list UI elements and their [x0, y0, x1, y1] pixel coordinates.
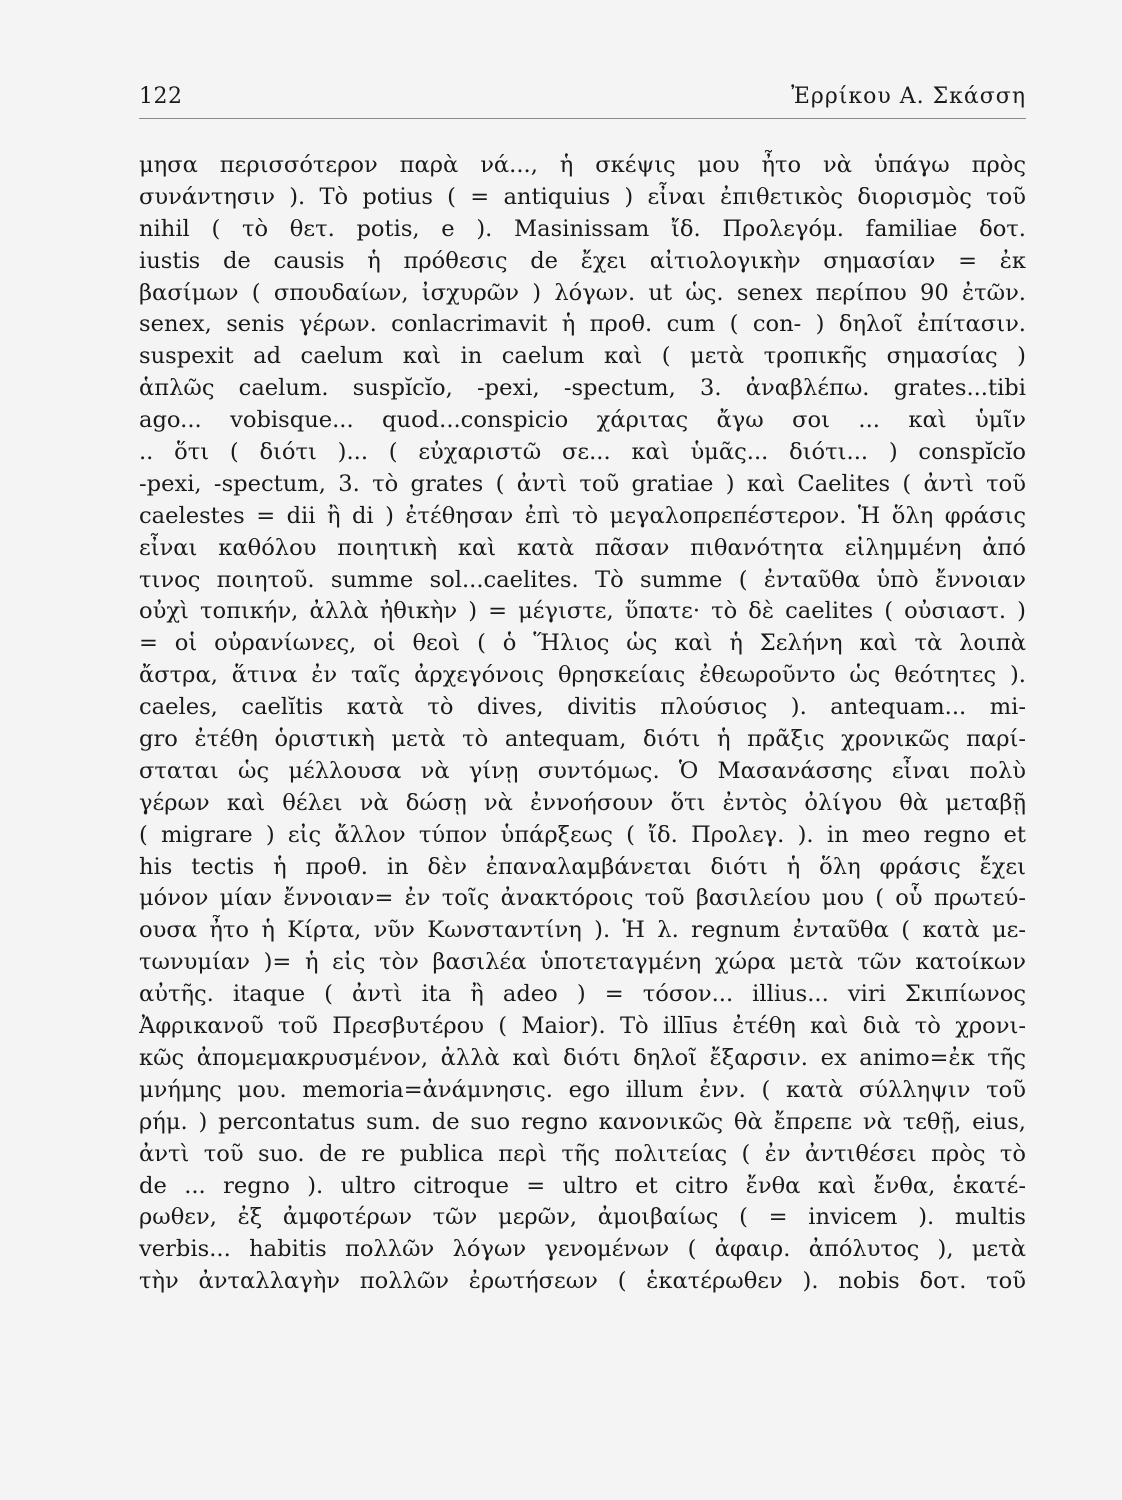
text-line: ( migrare ) εἰς ἄλλον τύπον ὑπάρξεως ( ἴδ. Προλεγ. ). in meo regno et	[139, 821, 1026, 848]
text-line: βασίμων ( σπουδαίων, ἰσχυρῶν ) λόγων. ut ὡς. senex περίπου 90 ἐτῶν.	[139, 279, 1026, 306]
text-line: Ἀφρικανοῦ τοῦ Πρεσβυτέρου ( Maior). Τὸ illīus ἐτέθη καὶ διὰ τὸ χρονι-	[139, 1013, 1026, 1040]
text-line: σταται ὡς μέλλουσα νὰ γίνῃ συντόμως. Ὁ Μασανάσσης εἶναι πολὺ	[139, 757, 1026, 784]
text-line: suspexit ad caelum καὶ in caelum καὶ ( μετὰ τροπικῆς σημασίας )	[139, 343, 1026, 370]
text-line: γέρων καὶ θέλει νὰ δώσῃ νὰ ἐννοήσουν ὅτι ἐντὸς ὀλίγου θὰ μεταβῇ	[139, 789, 1026, 816]
text-line: caeles, caelĭtis κατὰ τὸ dives, divitis πλούσιος ). antequam... mi-	[139, 694, 1026, 721]
text-line: ἀντὶ τοῦ suo. de re publica περὶ τῆς πολιτείας ( ἐν ἀντιθέσει πρὸς τὸ	[139, 1140, 1026, 1167]
text-line: his tectis ἡ προθ. in δὲν ἐπαναλαμβάνεται διότι ἡ ὅλη φράσις ἔχει	[139, 853, 1026, 880]
text-line: -pexi, -spectum, 3. τὸ grates ( ἀντὶ τοῦ gratiae ) καὶ Caelites ( ἀντὶ τοῦ	[139, 470, 1026, 497]
text-line: gro ἐτέθη ὁριστικὴ μετὰ τὸ antequam, διότι ἡ πρᾶξις χρονικῶς παρί-	[139, 726, 1026, 753]
text-line: ago... vobisque... quod...conspicio χάριτας ἄγω σοι ... καὶ ὑμῖν	[139, 407, 1026, 434]
text-line: caelestes = dii ἢ di ) ἐτέθησαν ἐπὶ τὸ μεγαλοπρεπέστερον. Ἡ ὅλη φράσις	[139, 502, 1026, 529]
text-line: nihil ( τὸ θετ. potis, e ). Masinissam ἴδ. Προλεγόμ. familiae δοτ.	[139, 215, 1026, 242]
text-line: senex, senis γέρων. conlacrimavit ἡ προθ. cum ( con- ) δηλοῖ ἐπίτασιν.	[139, 311, 1026, 338]
text-line: τινος ποιητοῦ. summe sol...caelites. Τὸ summe ( ἐνταῦθα ὑπὸ ἔννοιαν	[139, 566, 1026, 593]
text-line: μόνον μίαν ἔννοιαν= ἐν τοῖς ἀνακτόροις τοῦ βασιλείου μου ( οὗ πρωτεύ-	[139, 885, 1026, 912]
text-line: μνήμης μου. memoria=ἀνάμνησις. ego illum ἐνν. ( κατὰ σύλληψιν τοῦ	[139, 1076, 1026, 1103]
text-line: κῶς ἀπομεμακρυσμένον, ἀλλὰ καὶ διότι δηλοῖ ἔξαρσιν. ex animo=ἐκ τῆς	[139, 1044, 1026, 1071]
text-line: = οἱ οὐρανίωνες, οἱ θεοὶ ( ὁ Ἥλιος ὡς καὶ ἡ Σελήνη καὶ τὰ λοιπὰ	[139, 630, 1026, 657]
text-line: ρήμ. ) percontatus sum. de suo regno κανονικῶς θὰ ἔπρεπε νὰ τεθῇ, eius,	[139, 1108, 1026, 1135]
text-line: οὐχὶ τοπικήν, ἀλλὰ ἠθικὴν ) = μέγιστε, ὕπατε· τὸ δὲ caelites ( οὐσιαστ. )	[139, 598, 1026, 625]
text-line: ρωθεν, ἐξ ἀμφοτέρων τῶν μερῶν, ἀμοιβαίως ( = invicem ). multis	[139, 1204, 1026, 1231]
text-line: ἁπλῶς caelum. suspĭcĭo, -pexi, -spectum, 3. ἀναβλέπω. grates...tibi	[139, 375, 1026, 402]
text-line: iustis de causis ἡ πρόθεσις de ἔχει αἰτιολογικὴν σημασίαν = ἐκ	[139, 247, 1026, 274]
text-line: μησα περισσότερον παρὰ νά..., ἡ σκέψις μου ἦτο νὰ ὑπάγω πρὸς	[139, 152, 1026, 178]
text-line: ουσα ἦτο ἡ Κίρτα, νῦν Κωνσταντίνη ). Ἡ λ. regnum ἐνταῦθα ( κατὰ με-	[139, 917, 1026, 944]
text-line: ἄστρα, ἅτινα ἐν ταῖς ἀρχεγόνοις θρησκείαις ἐθεωροῦντο ὡς θεότητες ).	[139, 662, 1026, 689]
text-line: συνάντησιν ). Τὸ potius ( = antiquius ) εἶναι ἐπιθετικὸς διορισμὸς τοῦ	[139, 183, 1026, 210]
header-rule	[139, 118, 1026, 119]
text-line: verbis... habitis πολλῶν λόγων γενομένων ( ἀφαιρ. ἀπόλυτος ), μετὰ	[139, 1236, 1026, 1263]
text-line: εἶναι καθόλου ποιητικὴ καὶ κατὰ πᾶσαν πιθανότητα εἰλημμένη ἀπό	[139, 534, 1026, 561]
body-text	[139, 150, 1026, 1298]
page-number: 122	[139, 84, 183, 109]
text-line: τὴν ἀνταλλαγὴν πολλῶν ἐρωτήσεων ( ἑκατέρωθεν ). nobis δοτ. τοῦ	[139, 1268, 1026, 1295]
text-line: αὐτῆς. itaque ( ἀντὶ ita ἢ adeo ) = τόσον... illius... viri Σκιπίωνος	[139, 981, 1026, 1008]
running-head: Ἐρρίκου Α. Σκάσση	[791, 84, 1026, 109]
text-line: τωνυμίαν )= ἡ εἰς τὸν βασιλέα ὑποτεταγμένη χώρα μετὰ τῶν κατοίκων	[139, 949, 1026, 976]
text-line: de ... regno ). ultro citroque = ultro et citro ἔνθα καὶ ἔνθα, ἑκατέ-	[139, 1172, 1026, 1199]
text-line: .. ὅτι ( διότι )... ( εὐχαριστῶ σε... καὶ ὑμᾶς... διότι... ) conspĭcĭo	[139, 439, 1026, 466]
page-header	[139, 80, 1026, 114]
